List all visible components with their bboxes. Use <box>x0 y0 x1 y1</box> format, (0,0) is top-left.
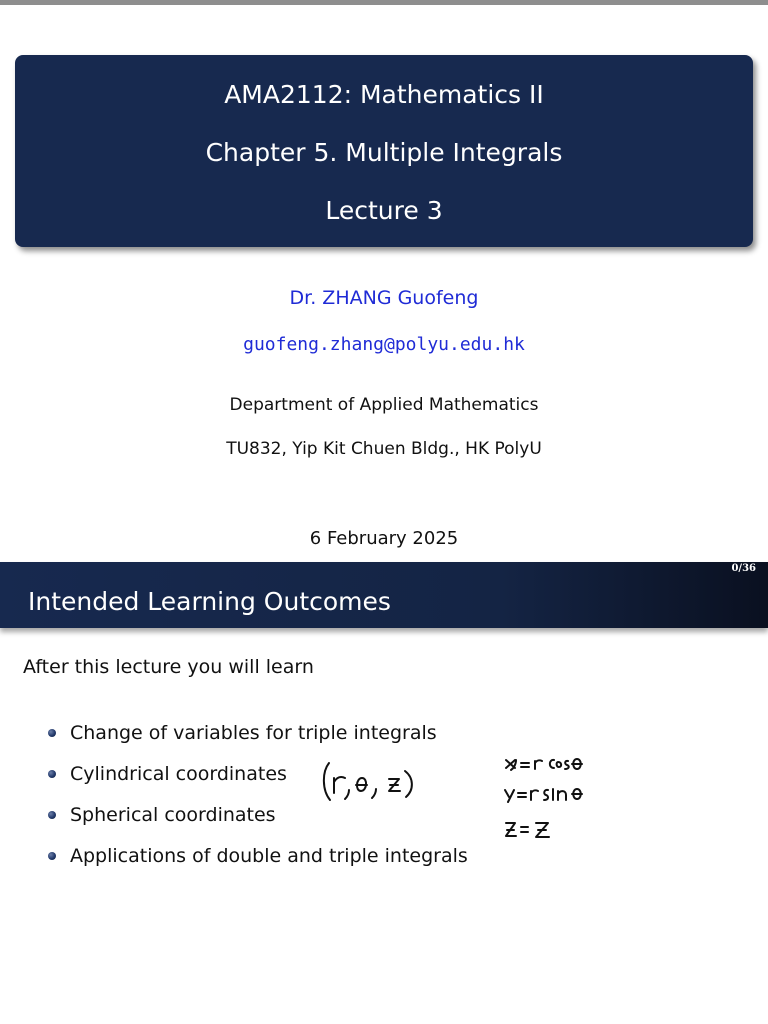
chapter-title: Chapter 5. Multiple Integrals <box>205 138 563 167</box>
author-email-link[interactable]: guofeng.zhang@polyu.edu.hk <box>243 334 525 355</box>
outcome-text: Cylindrical coordinates <box>70 763 287 785</box>
ink-theta <box>572 789 582 799</box>
outcome-text: Applications of double and triple integrals <box>70 845 468 867</box>
ink-comma <box>372 789 376 798</box>
author-name: Dr. ZHANG Guofeng <box>289 287 479 309</box>
outcome-text: Change of variables for triple integrals <box>70 722 437 744</box>
ink-sin <box>544 789 566 800</box>
address: TU832, Yip Kit Chuen Bldg., HK PolyU <box>226 439 542 459</box>
ink-comma <box>345 790 349 799</box>
ink-eq <box>521 827 528 832</box>
ink-r <box>531 790 538 800</box>
ink-theta <box>572 759 582 769</box>
ink-cos <box>550 760 569 769</box>
ink-r <box>535 760 542 769</box>
frame-title: Intended Learning Outcomes <box>28 587 391 616</box>
ink-z <box>506 823 516 836</box>
ink-r <box>334 777 345 793</box>
ink-z <box>536 823 549 837</box>
lecture-title: Lecture 3 <box>325 196 443 225</box>
outcome-text: Spherical coordinates <box>70 804 276 826</box>
intro-text: After this lecture you will learn <box>23 656 314 678</box>
ink-eq <box>518 793 526 797</box>
ink-paren-close <box>405 771 412 797</box>
ink-paren-open <box>324 763 330 800</box>
ink-eq <box>521 763 529 767</box>
lecture-date: 6 February 2025 <box>309 528 459 549</box>
ink-z <box>389 779 400 791</box>
department: Department of Applied Mathematics <box>229 395 539 415</box>
ink-y <box>505 790 514 802</box>
page-number: 0/36 <box>731 563 756 574</box>
ink-theta <box>356 778 367 791</box>
course-title: AMA2112: Mathematics II <box>224 80 544 109</box>
ink-x <box>506 760 516 770</box>
